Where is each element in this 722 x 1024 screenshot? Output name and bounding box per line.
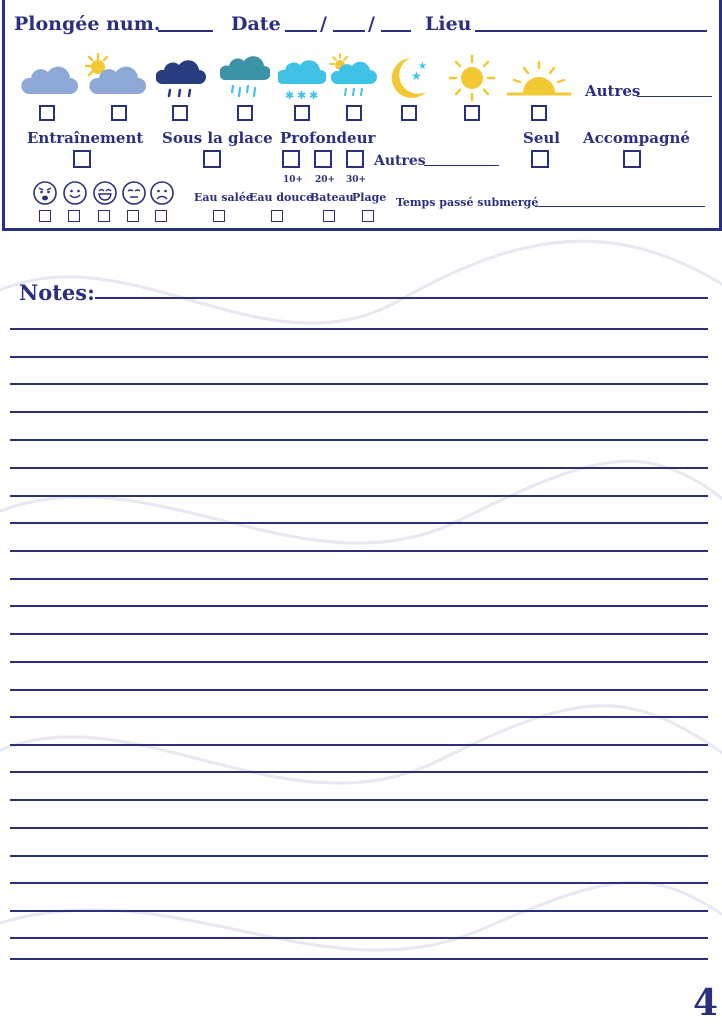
sun-icon	[446, 54, 498, 102]
notes-line[interactable]	[10, 605, 708, 607]
sad-face-icon	[149, 180, 175, 206]
notes-first-line[interactable]	[95, 297, 708, 299]
salt-water-checkbox[interactable]	[213, 210, 225, 222]
weather-snow-checkbox[interactable]	[294, 105, 310, 121]
svg-text:✱: ✱	[309, 89, 319, 102]
fresh-water-label: Eau douce	[249, 191, 314, 204]
notes-line[interactable]	[10, 716, 708, 718]
svg-text:✱: ✱	[285, 89, 295, 102]
partly-cloudy-icon	[80, 50, 148, 98]
depth-others-field[interactable]	[424, 165, 499, 166]
notes-line[interactable]	[10, 439, 708, 441]
notes-label: Notes:	[19, 280, 95, 305]
boat-checkbox[interactable]	[323, 210, 335, 222]
dive-number-field[interactable]	[158, 30, 213, 32]
weather-rain-dark-checkbox[interactable]	[172, 105, 188, 121]
depth-others-label: Autres	[374, 153, 426, 169]
date-label: Date	[231, 13, 281, 35]
notes-line[interactable]	[10, 578, 708, 580]
notes-line[interactable]	[10, 356, 708, 358]
angry-face-icon	[32, 180, 58, 206]
accompanied-checkbox[interactable]	[623, 150, 641, 168]
svg-text:✱: ✱	[297, 89, 307, 102]
mood-angry-checkbox[interactable]	[39, 210, 51, 222]
date-day-field[interactable]	[285, 30, 317, 32]
depth-option-20: 20+	[315, 175, 336, 185]
mood-neutral-checkbox[interactable]	[127, 210, 139, 222]
weather-sun-rain-checkbox[interactable]	[346, 105, 362, 121]
svg-text:★: ★	[411, 69, 422, 83]
snow-icon	[278, 56, 326, 102]
sunrise-icon	[506, 60, 572, 98]
location-label: Lieu	[425, 13, 472, 35]
weather-sunrise-checkbox[interactable]	[531, 105, 547, 121]
location-field[interactable]	[475, 30, 707, 32]
fresh-water-checkbox[interactable]	[271, 210, 283, 222]
notes-line[interactable]	[10, 910, 708, 912]
dive-number-label: Plongée num.	[14, 13, 161, 35]
depth-20-checkbox[interactable]	[314, 150, 332, 168]
notes-line[interactable]	[10, 467, 708, 469]
mood-smile-checkbox[interactable]	[68, 210, 80, 222]
notes-line[interactable]	[10, 689, 708, 691]
sun-rain-icon	[326, 52, 378, 100]
weather-others-field[interactable]	[637, 96, 712, 97]
laughing-face-icon	[92, 180, 118, 206]
notes-line[interactable]	[10, 661, 708, 663]
time-underwater-label: Temps passé submergé	[396, 196, 539, 209]
date-separator: /	[368, 13, 375, 35]
weather-others-label: Autres	[585, 82, 641, 100]
notes-line[interactable]	[10, 958, 708, 960]
weather-partly-cloudy-checkbox[interactable]	[111, 105, 127, 121]
smile-face-icon	[62, 180, 88, 206]
date-month-field[interactable]	[333, 30, 365, 32]
moon-stars-icon	[390, 54, 432, 100]
beach-checkbox[interactable]	[362, 210, 374, 222]
training-label: Entraînement	[27, 129, 144, 147]
notes-line[interactable]	[10, 411, 708, 413]
depth-option-30: 30+	[346, 175, 367, 185]
depth-option-10: 10+	[283, 175, 304, 185]
svg-text:★: ★	[418, 61, 427, 72]
weather-cloudy-checkbox[interactable]	[39, 105, 55, 121]
rain-dark-icon	[156, 54, 206, 100]
notes-line[interactable]	[10, 827, 708, 829]
alone-checkbox[interactable]	[531, 150, 549, 168]
notes-line[interactable]	[10, 328, 708, 330]
notes-line[interactable]	[10, 771, 708, 773]
notes-line[interactable]	[10, 550, 708, 552]
notes-line[interactable]	[10, 882, 708, 884]
date-separator: /	[320, 13, 327, 35]
notes-line[interactable]	[10, 495, 708, 497]
training-checkbox[interactable]	[73, 150, 91, 168]
rain-teal-icon	[220, 52, 270, 100]
notes-line[interactable]	[10, 383, 708, 385]
notes-line[interactable]	[10, 855, 708, 857]
page-number: 4	[692, 982, 718, 1024]
depth-label: Profondeur	[280, 129, 376, 147]
weather-rain-teal-checkbox[interactable]	[237, 105, 253, 121]
under-ice-checkbox[interactable]	[203, 150, 221, 168]
salt-water-label: Eau salée	[194, 191, 253, 204]
neutral-face-icon	[121, 180, 147, 206]
beach-label: Plage	[352, 191, 387, 204]
alone-label: Seul	[523, 129, 560, 147]
mood-laughing-checkbox[interactable]	[98, 210, 110, 222]
weather-moon-checkbox[interactable]	[401, 105, 417, 121]
notes-line[interactable]	[10, 633, 708, 635]
depth-10-checkbox[interactable]	[282, 150, 300, 168]
notes-line[interactable]	[10, 799, 708, 801]
date-year-field[interactable]	[381, 30, 411, 32]
under-ice-label: Sous la glace	[162, 129, 273, 147]
accompanied-label: Accompagné	[583, 129, 690, 147]
weather-sun-checkbox[interactable]	[464, 105, 480, 121]
cloudy-icon	[20, 58, 78, 98]
notes-line[interactable]	[10, 522, 708, 524]
depth-30-checkbox[interactable]	[346, 150, 364, 168]
time-underwater-field[interactable]	[535, 206, 705, 207]
notes-line[interactable]	[10, 744, 708, 746]
notes-line[interactable]	[10, 937, 708, 939]
boat-label: Bateau	[310, 191, 354, 204]
mood-sad-checkbox[interactable]	[155, 210, 167, 222]
